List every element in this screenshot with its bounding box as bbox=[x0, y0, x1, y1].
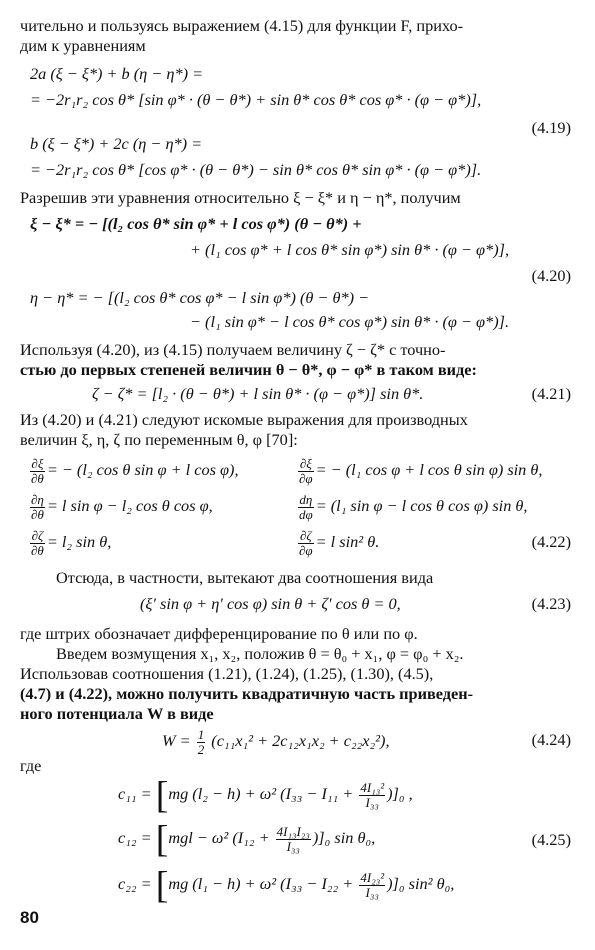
text-line: стью до первых степеней величин θ − θ*, φ − φ* в таком виде: bbox=[20, 360, 477, 379]
derivative-xi-theta: $\frac{\partial\xi}{\partial\theta}$ = − (l₂ cos θ sin φ + l cos φ), bbox=[31, 455, 239, 486]
equation-4-24: W = $\frac{1}{2}$ (c₁₁x₁² + 2c₁₂x₁x₂ + c₂₂x₂²), bbox=[162, 726, 390, 757]
equation-4-20-b-cont: − (l₁ sin φ* − l cos θ* cos φ*) sin θ* · (φ − φ*)]. bbox=[190, 312, 510, 331]
equation-number: (4.20) bbox=[531, 266, 571, 285]
equation-4-19-b-rhs: = −2r₁r₂ cos θ* [cos φ* · (θ − θ*) − sin θ* cos θ* sin φ* · (φ − φ*)]. bbox=[30, 160, 482, 179]
text-line: Разрешив эти уравнения относительно ξ − ξ* и η − η*, получим bbox=[20, 188, 461, 207]
text-line: Использовав соотношения (1.21), (1.24), (1.25), (1.30), (4.5), bbox=[20, 664, 434, 683]
equation-number: (4.25) bbox=[531, 830, 571, 849]
equation-4-20-b: η − η* = − [(l₂ cos θ* cos φ* − l sin φ*) (θ − θ*) − bbox=[30, 288, 370, 307]
text-line: величин ξ, η, ζ по переменным θ, φ [70]: bbox=[20, 430, 298, 449]
page-number: 80 bbox=[20, 908, 39, 927]
text-line: Используя (4.20), из (4.15) получаем величину ζ − ζ* с точно- bbox=[20, 340, 446, 359]
text-line: где штрих обозначает дифференцирование по θ или по φ. bbox=[20, 624, 418, 643]
text-line: дим к уравнениям bbox=[20, 36, 146, 55]
text-line: (4.7) и (4.22), можно получить квадратичную часть приведен- bbox=[20, 684, 474, 703]
equation-c22: c₂₂ = [mg (l₁ − h) + ω² (I₃₃ − I₂₂ + $\frac{\text{4I₂₃²}}{\text{I₃₃}}$ )]₀ sin² θ₀, bbox=[118, 864, 455, 907]
equation-4-19-a-rhs: = −2r₁r₂ cos θ* [sin φ* · (θ − θ*) + sin θ* cos θ* cos φ* · (φ − φ*)], bbox=[30, 90, 482, 109]
derivative-eta-theta: $\frac{\partial\eta}{\partial\theta}$ = l sin φ − l₂ cos θ cos φ, bbox=[31, 491, 213, 522]
equation-number: (4.22) bbox=[531, 532, 571, 551]
equation-4-21: ζ − ζ* = [l₂ · (θ − θ*) + l sin θ* · (φ − φ*)] sin θ*. bbox=[92, 384, 424, 403]
text-line: Из (4.20) и (4.21) следуют искомые выражения для производных bbox=[20, 410, 468, 429]
equation-c12: c₁₂ = [mgl − ω² (I₁₂ + $\frac{\text{4I₁₃I₂₃}}{\text{I₃₃}}$ )]₀ sin θ₀, bbox=[118, 818, 376, 861]
equation-number: (4.24) bbox=[531, 730, 571, 749]
equation-4-20-a-cont: + (l₁ cos φ* + l cos θ* sin φ*) sin θ* · (φ − φ*)], bbox=[190, 240, 510, 259]
equation-4-20-a: ξ − ξ* = − [(l₂ cos θ* sin φ* + l cos φ*) (θ − θ*) + bbox=[30, 214, 362, 233]
text-line: Введем возмущения x₁, x₂, положив θ = θ₀ + x₁, φ = φ₀ + x₂. bbox=[56, 644, 464, 663]
derivative-eta-phi: $\frac{d\eta}{d\varphi}$ = (l₁ sin φ − l cos θ cos φ) sin θ, bbox=[299, 491, 528, 522]
derivative-zeta-theta: $\frac{\partial\zeta}{\partial\theta}$ = l₂ sin θ, bbox=[31, 527, 112, 558]
text-line: ного потенциала W в виде bbox=[20, 704, 214, 723]
text-line: Отсюда, в частности, вытекают два соотношения вида bbox=[56, 568, 434, 587]
equation-c11: c₁₁ = [mg (l₂ − h) + ω² (I₃₃ − I₁₁ + $\frac{\text{4I₁₃²}}{\text{I₃₃}}$ )]₀ , bbox=[118, 774, 413, 817]
text-line: чительно и пользуясь выражением (4.15) для функции F, прихо- bbox=[20, 16, 464, 35]
text-line: где bbox=[20, 756, 42, 775]
derivative-zeta-phi: $\frac{\partial\zeta}{\partial\varphi}$ = l sin² θ. bbox=[299, 527, 380, 558]
equation-number: (4.21) bbox=[531, 384, 571, 403]
equation-4-19-b: b (ξ − ξ*) + 2c (η − η*) = bbox=[30, 134, 203, 153]
derivative-xi-phi: $\frac{\partial\xi}{\partial\varphi}$ = − (l₁ cos φ + l cos θ sin φ) sin θ, bbox=[299, 455, 543, 486]
equation-number: (4.19) bbox=[531, 118, 571, 137]
equation-number: (4.23) bbox=[531, 594, 571, 613]
equation-4-19-a: 2a (ξ − ξ*) + b (η − η*) = bbox=[30, 64, 204, 83]
equation-4-23: (ξ′ sin φ + η′ cos φ) sin θ + ζ′ cos θ = 0, bbox=[140, 594, 401, 613]
